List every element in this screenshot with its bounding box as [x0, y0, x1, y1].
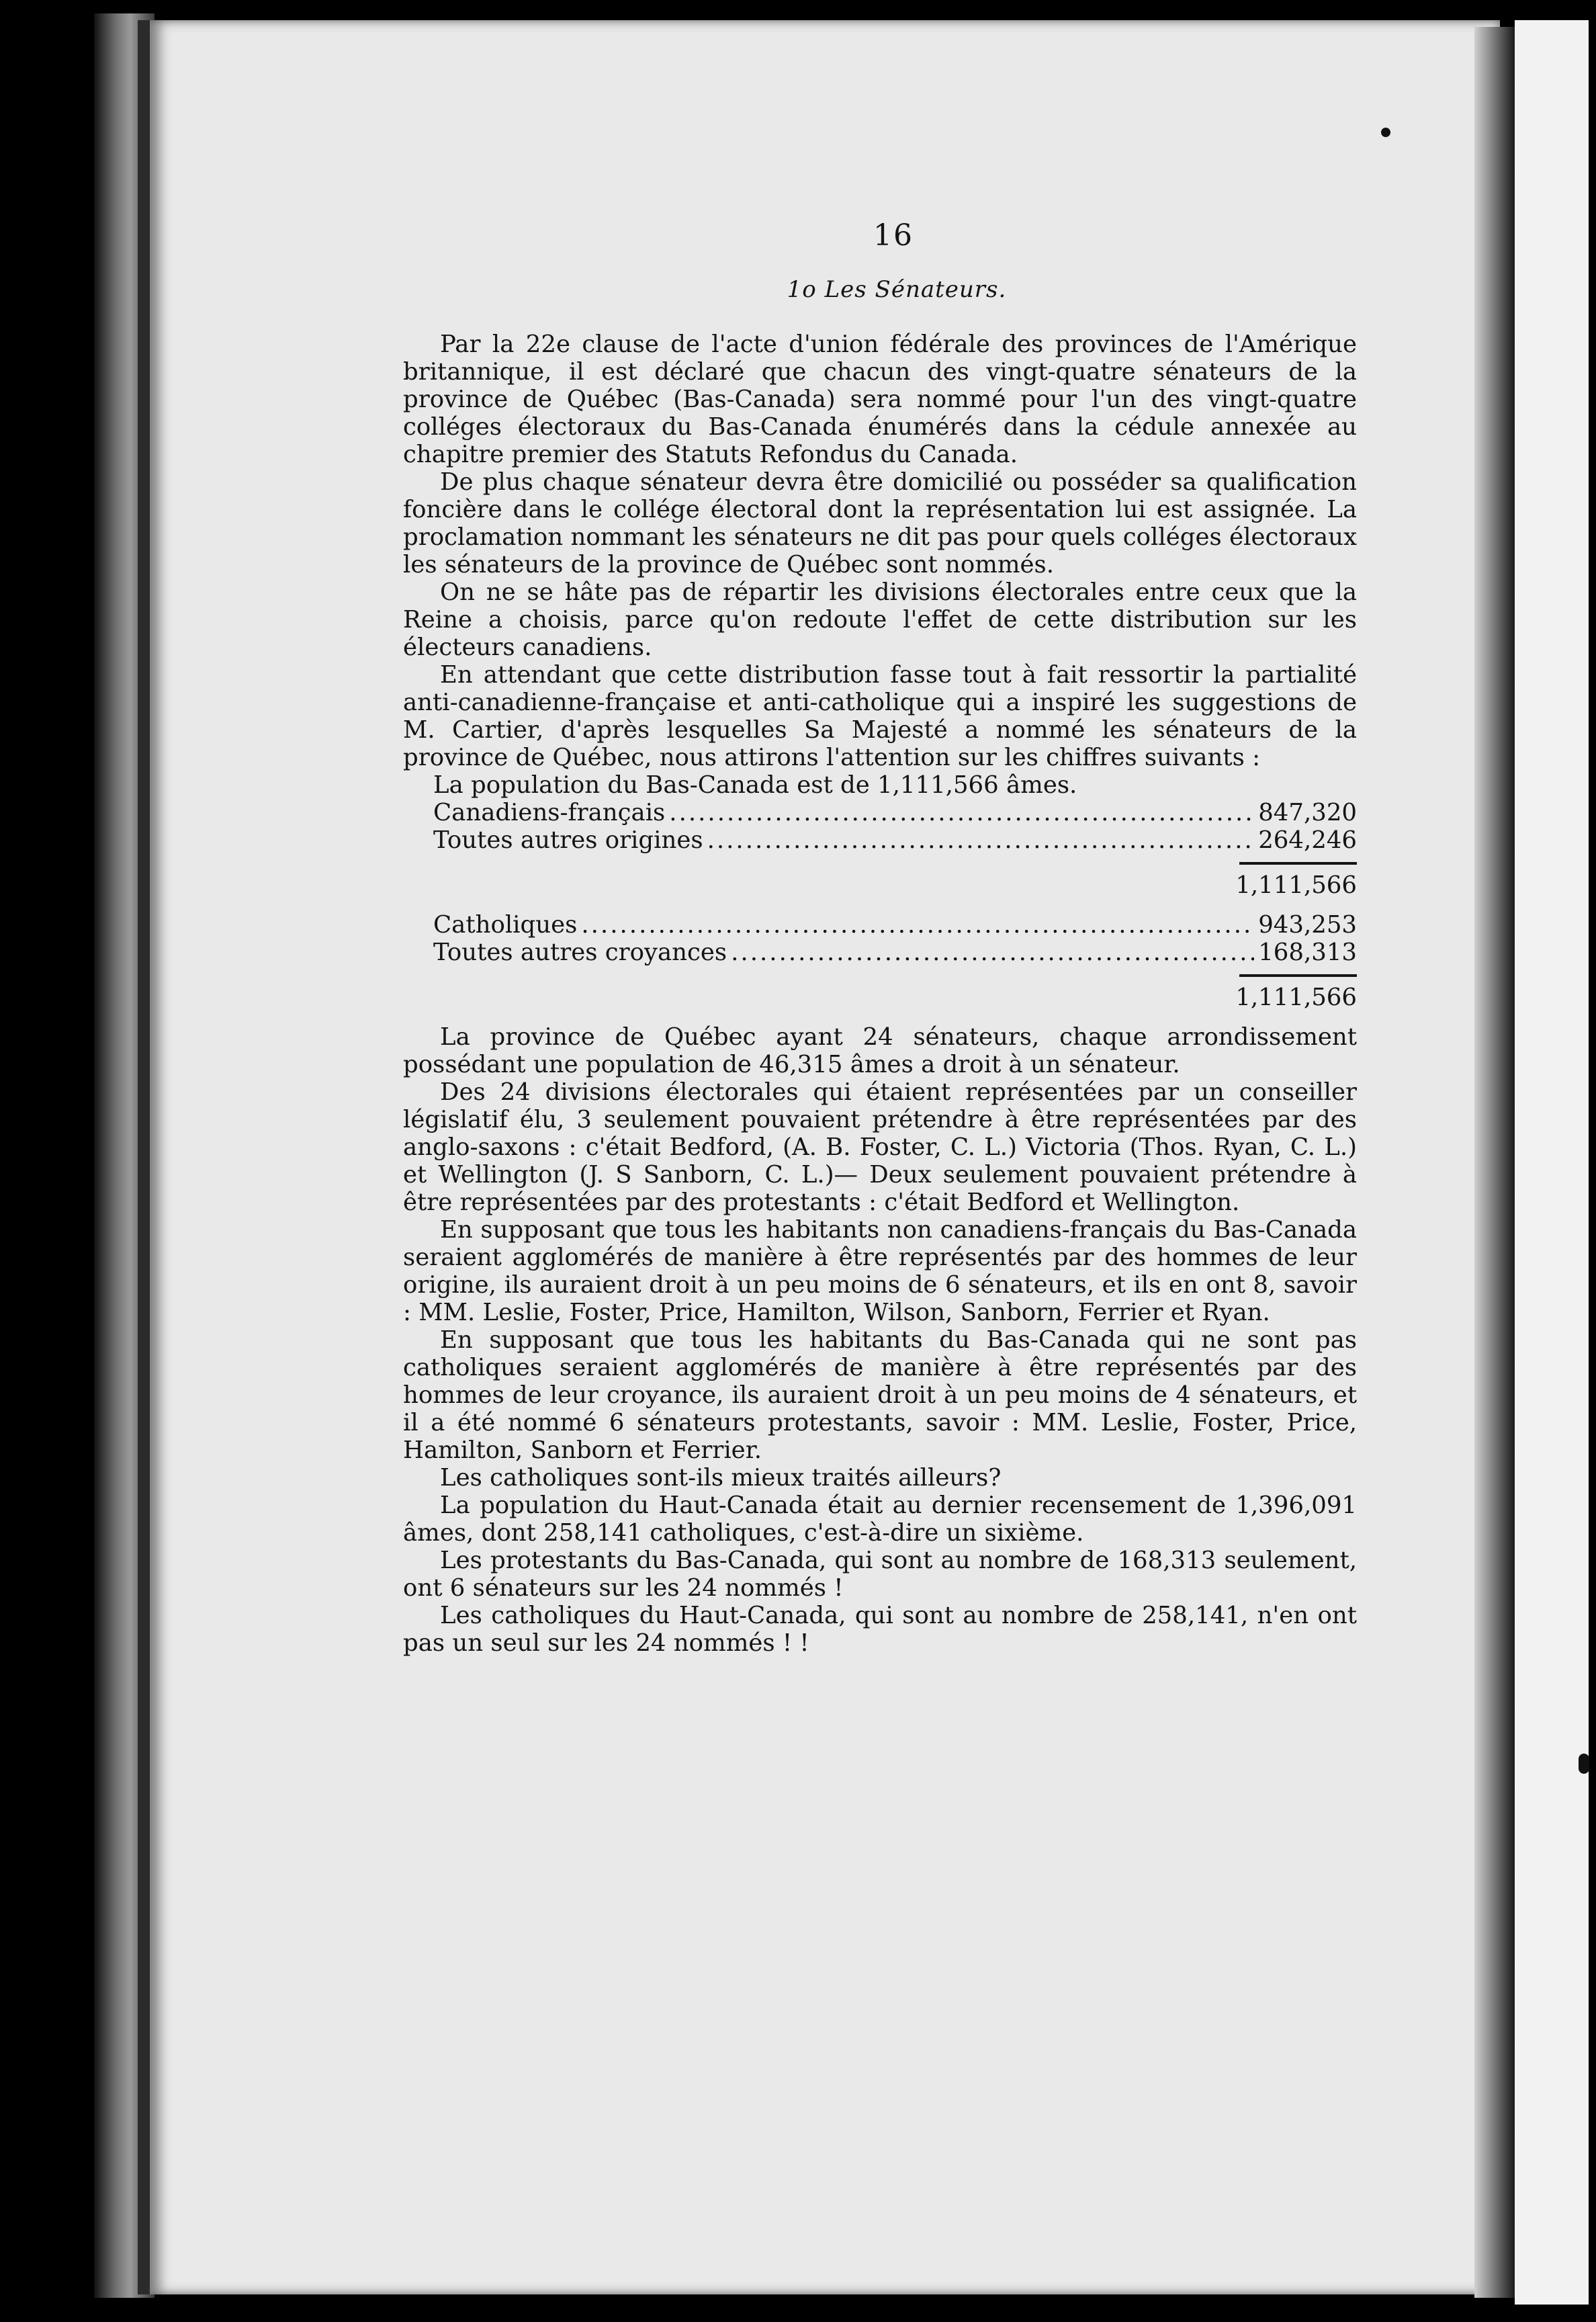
paragraph: La population du Haut-Canada était au dernier recensement de 1,396,091 âmes, dont 258,141 catholiques, c'est-à-dire un sixième.	[403, 1492, 1357, 1547]
paragraph: De plus chaque sénateur devra être domicilié ou posséder sa qualification foncière dans le collége électoral dont la représentation lui est assignée. La proclamation nommant les sénateurs ne dit pas pour quels colléges électoraux les sénateurs de la province de Québec sont nommés.	[403, 468, 1357, 578]
total-rule	[1239, 974, 1357, 977]
paragraph: Des 24 divisions électorales qui étaient représentées par un conseiller législatif élu, 3 seulement pouvaient prétendre à être représentées par des anglo-saxons : c'était Bedford, (A. B. Foster, C. L.) Victoria (Thos. Ryan, C. L.) et Wellington (J. S Sanborn, C. L.)— Deux seulement pouvaient prétendre à être représentées par des protestants : c'était Bedford et Wellington.	[403, 1078, 1357, 1216]
paragraph: On ne se hâte pas de répartir les divisions électorales entre ceux que la Reine a choisis, parce qu'on redoute l'effet de cette distribution sur les électeurs canadiens.	[403, 578, 1357, 661]
stat-row-religion	[433, 911, 1357, 939]
stat-row-religion	[433, 939, 1357, 966]
population-statement: La population du Bas-Canada est de 1,111,566 âmes.	[433, 771, 1077, 799]
dot-leader	[731, 939, 1254, 966]
dot-leader	[581, 911, 1254, 939]
stat-label: Toutes autres origines	[433, 826, 703, 854]
stat-value: 943,253	[1258, 911, 1357, 939]
page-right-edge	[1474, 27, 1515, 2298]
section-heading: 1o Les Sénateurs.	[787, 276, 1007, 303]
paragraph: Par la 22e clause de l'acte d'union fédérale des provinces de l'Amérique britannique, il est déclaré que chacun des vingt-quatre sénateurs de la province de Québec (Bas-Canada) sera nommé pour l'un des vingt-quatre colléges électoraux du Bas-Canada énumérés dans la cédule annexée au chapitre premier des Statuts Refondus du Canada.	[403, 331, 1357, 468]
origins-total: 1,111,566	[1235, 871, 1357, 899]
dot-leader	[669, 799, 1254, 826]
paragraph: Les catholiques du Haut-Canada, qui sont au nombre de 258,141, n'en ont pas un seul sur les 24 nommés ! !	[403, 1602, 1357, 1657]
scan-speck	[1381, 128, 1390, 137]
paragraph: Les protestants du Bas-Canada, qui sont au nombre de 168,313 seulement, ont 6 sénateurs sur les 24 nommés !	[403, 1547, 1357, 1602]
stat-row-origin	[433, 799, 1357, 826]
paragraph: Les catholiques sont-ils mieux traités ailleurs?	[440, 1464, 1002, 1492]
page-text	[403, 218, 1357, 1657]
paragraph: En supposant que tous les habitants du Bas-Canada qui ne sont pas catholiques seraient agglomérés de manière à être représentés par des hommes de leur croyance, ils auraient droit à un peu moins de 4 sénateurs, et il a été nommé 6 sénateurs protestants, savoir : MM. Leslie, Foster, Price, Hamilton, Sanborn et Ferrier.	[403, 1326, 1357, 1464]
dot-leader	[707, 826, 1255, 854]
adjacent-page-edge	[1515, 20, 1589, 2305]
stat-value: 264,246	[1258, 826, 1357, 854]
stat-row-origin	[433, 826, 1357, 854]
stat-label: Toutes autres croyances	[433, 939, 727, 966]
page-number: 16	[873, 218, 914, 253]
paragraph: En supposant que tous les habitants non canadiens-français du Bas-Canada seraient agglomérés de manière à être représentés par des hommes de leur origine, ils auraient droit à un peu moins de 6 sénateurs, et ils en ont 8, savoir : MM. Leslie, Foster, Price, Hamilton, Wilson, Sanborn, Ferrier et Ryan.	[403, 1216, 1357, 1326]
total-rule	[1239, 862, 1357, 865]
stat-value: 168,313	[1258, 939, 1357, 966]
stat-value: 847,320	[1258, 799, 1357, 826]
scan-speck	[1579, 1754, 1589, 1774]
paragraph: La province de Québec ayant 24 sénateurs, chaque arrondissement possédant une population de 46,315 âmes a droit à un sénateur.	[403, 1023, 1357, 1078]
religions-total: 1,111,566	[1235, 984, 1357, 1011]
stat-label: Canadiens-français	[433, 799, 666, 826]
paragraph: En attendant que cette distribution fasse tout à fait ressortir la partialité anti-canadienne-française et anti-catholique qui a inspiré les suggestions de M. Cartier, d'après lesquelles Sa Majesté a nommé les sénateurs de la province de Québec, nous attirons l'attention sur les chiffres suivants :	[403, 661, 1357, 771]
stat-label: Catholiques	[433, 911, 578, 939]
